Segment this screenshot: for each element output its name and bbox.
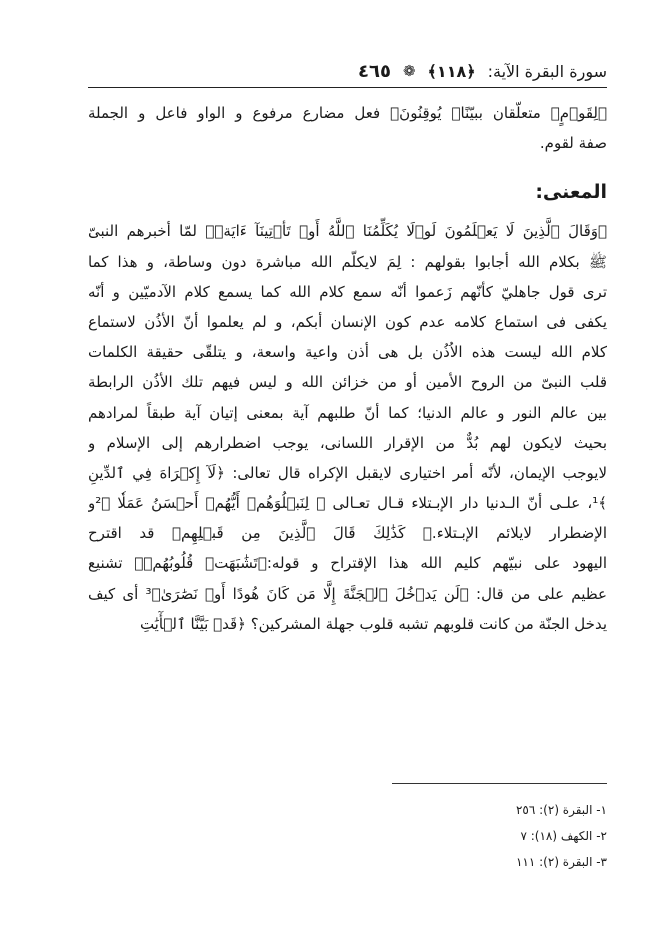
intro-line: صفة لقوم. [539,134,607,153]
body-line: بين عالم النور و عالم الدنيا؛ كما أنّ طلبهم آية بمعنى إتيان آية طبقاً لمرادهم [88,403,607,422]
body-line: قلب النبىّ من الروح الأمين أو من خزائن الله و ليس فيهم تلك الأذُن الرابطة [88,373,607,392]
body-line: الإضطرار لايلائم الإبـتلاء.﴿ كَذَٰلِكَ قَالَ ٱلَّذِينَ مِن قَبۡلِهِم﴾ قد اقترح [88,524,607,543]
body-line: عظيم على من قال: ﴿لَن يَدۡخُلَ ٱلۡجَنَّةَ إِلَّا مَن كَانَ هُودًا أَوۡ نَصَٰرَىٰ﴾³ أى كيف [88,584,607,603]
page-number: ٤٦٥ [358,60,391,82]
section-heading: المعنى: [535,181,607,204]
body-line: ﴾¹، علـى أنّ الـدنيا دار الإبـتلاء قـال تعـالى ﴿ لِنَبۡلُوَهُمۡ أَيُّهُمۡ أَحۡسَنُ عَمَلٗا ﴾²و [88,494,607,513]
page-body [88,98,607,639]
body-line: كلام الله ليست هذه الاُذُن بل هى أذن واعية واسعة، و يتلقّى حقيقة الكلمات [88,343,607,362]
ayah-number: ﴿١١٨﴾ [427,61,476,81]
body-line: يدخل الجنّة من كانت قلوبهم تشبه قلوب جهلة المشركين؟ ﴿قَدۡ بَيَّنَّا ٱلۡأٓيَٰتِ [139,614,607,633]
footnote-divider [392,783,607,784]
footnotes [516,797,607,875]
page-header [100,56,607,86]
body-line: يكفى فى استماع كلامه عدم كون الإنسان أبكم، و لم يعلموا أنّ الأذُن لاستماع [88,312,607,331]
header-divider [88,87,607,88]
body-line: اليهود على نبيّهم كليم الله هذا الإقتراح و قوله:﴿تَشَٰبَهَتۡ قُلُوبُهُمۡ﴾ تشنيع [88,554,607,573]
body-line: بحيث لايكون لهم بُدٌّ من الإقرار اللسانى، يوجب اضطرارهم إلى الإسلام و [88,433,607,452]
ornament-icon: ❁ [402,62,416,80]
body-line: ﷺ بكلام الله أجابوا بقولهم : لِمَ لايكلّم الله مباشرة دون وساطة، و هذا كما [88,252,607,271]
intro-line: ﴿لِقَوۡمٍ﴾ متعلّقان ببيّنًا﴿ يُوقِنُونَ﴾ فعل مضارع مرفوع و الواو فاعل و الجملة [88,104,607,122]
body-line: ترى قول جاهليّ كأنّهم زَعموا أنّه سمع كلام الله كما يسمع كلام الآدميّين و أنّه [88,282,607,301]
footnote-item: ١- البقرة (٢): ٢٥٦ [515,803,607,817]
footnote-item: ٢- الكهف (١٨): ٧ [520,829,607,843]
body-line: ﴿وَقَالَ ٱلَّذِينَ لَا يَعۡلَمُونَ لَوۡلَا يُكَلِّمُنَا ٱللَّهُ أَوۡ تَأۡتِينَآ ءَايَةٞ﴾ لمّا أخبرهم النبىّ [88,222,607,241]
body-line: لايوجب الإيمان، لأنّه أمر اختيارى لايقبل الإكراه قال تعالى: ﴿لَآ إِكۡرَاهَ فِي ٱلدِّينِ [88,463,607,482]
sura-label: سورة البقرة الآية: [487,61,607,81]
footnote-item: ٣- البقرة (٢): ١١١ [515,855,607,869]
